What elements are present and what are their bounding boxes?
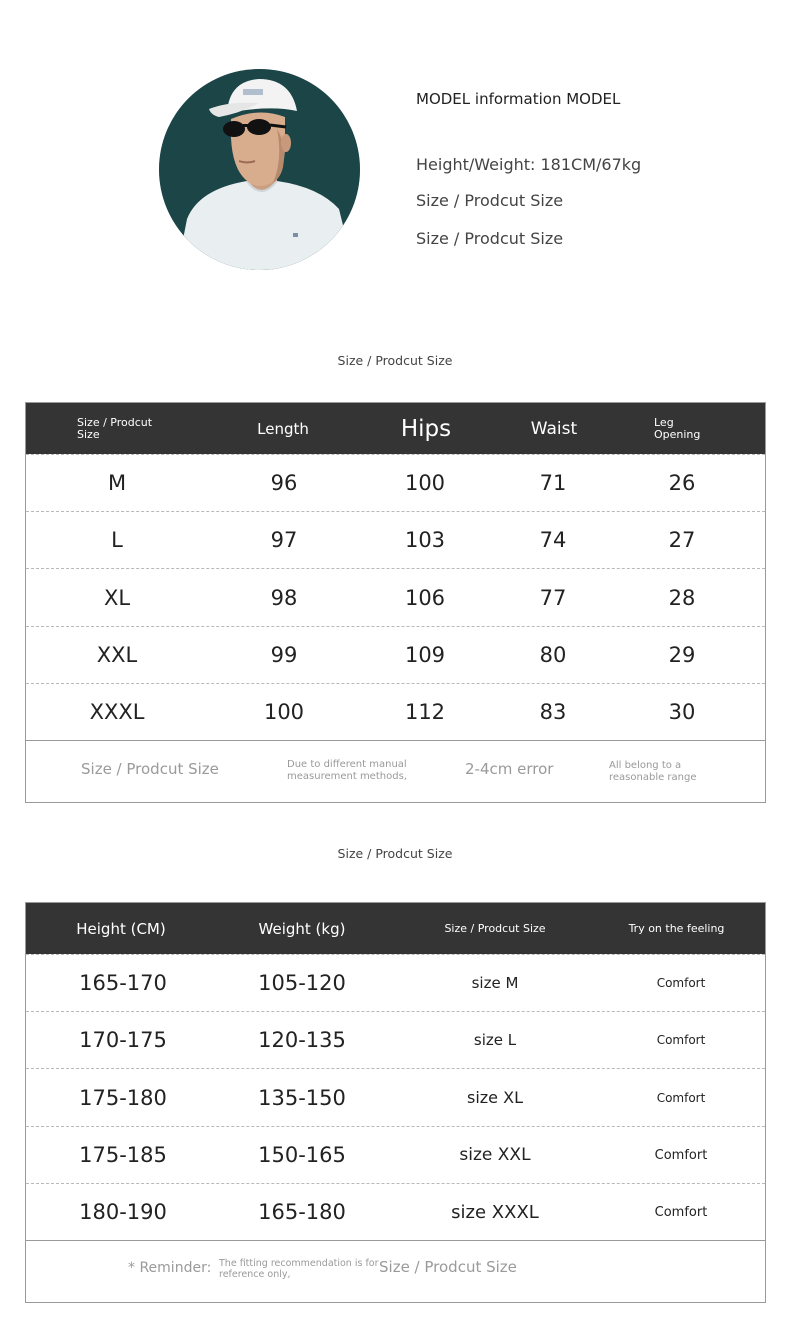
size-cell: size L: [473, 1031, 517, 1049]
height-cell: 180-190: [79, 1200, 167, 1224]
height-cell: 175-185: [79, 1143, 167, 1167]
hips-cell: 106: [404, 585, 446, 610]
fit-table-footer: [26, 1240, 765, 1302]
size-cell: size M: [471, 974, 519, 992]
size-cell: M: [107, 471, 127, 495]
header-weight: Weight (kg): [258, 919, 346, 938]
footer-measurement-note: Due to different manual measurement methods,: [287, 759, 407, 782]
leg-opening-cell: 28: [668, 585, 696, 610]
header-hips: Hips: [400, 415, 452, 442]
table-row: [26, 1126, 765, 1183]
feeling-cell: Comfort: [654, 1204, 708, 1220]
weight-cell: 150-165: [258, 1143, 346, 1167]
height-cell: 170-175: [79, 1028, 167, 1052]
table-row: [26, 454, 765, 511]
size-cell: size XXL: [459, 1145, 531, 1165]
feeling-cell: Comfort: [656, 1090, 706, 1105]
size-cell: XXL: [96, 643, 138, 667]
table-row: [26, 1068, 765, 1126]
header-leg-opening: Leg Opening: [654, 415, 701, 441]
waist-cell: 77: [539, 585, 567, 610]
table-row: [26, 954, 765, 1011]
model-photo: [159, 69, 360, 270]
model-height-weight: Height/Weight: 181CM/67kg: [416, 155, 642, 174]
fit-table-header: [26, 903, 765, 954]
size-table-caption: Size / Prodcut Size: [337, 353, 453, 368]
footer-reminder: * Reminder:: [128, 1260, 212, 1276]
table-row: [26, 1011, 765, 1068]
size-cell: XXXL: [89, 700, 145, 724]
table-row: [26, 511, 765, 568]
weight-cell: 135-150: [258, 1085, 346, 1110]
header-waist: Waist: [530, 418, 578, 439]
leg-opening-cell: 26: [668, 471, 696, 495]
model-title: MODEL information MODEL: [416, 90, 621, 108]
leg-opening-cell: 30: [668, 700, 696, 724]
model-size-line: Size / Prodcut Size: [416, 191, 564, 210]
table-row: [26, 626, 765, 683]
leg-opening-cell: 29: [668, 643, 696, 667]
leg-opening-cell: 27: [668, 528, 696, 552]
size-table-header: [26, 403, 765, 454]
feeling-cell: Comfort: [656, 1033, 706, 1047]
footer-reasonable-range: All belong to a reasonable range: [609, 760, 697, 783]
feeling-cell: Comfort: [656, 976, 706, 990]
length-cell: 96: [270, 471, 298, 495]
footer-fitting-note: The fitting recommendation is for reference only,: [219, 1258, 379, 1280]
header-length: Length: [257, 419, 309, 438]
feeling-cell: Comfort: [654, 1147, 708, 1163]
hips-cell: 112: [404, 700, 446, 724]
footer-error-range: 2-4cm error: [465, 760, 554, 778]
header-size: Size / Prodcut Size: [77, 415, 153, 441]
height-cell: 175-180: [79, 1085, 167, 1110]
table-row: [26, 683, 765, 740]
waist-cell: 74: [539, 528, 567, 552]
fit-table: [25, 902, 766, 1303]
size-cell: size XL: [467, 1088, 523, 1107]
weight-cell: 105-120: [258, 971, 346, 995]
size-cell: L: [111, 528, 123, 552]
hips-cell: 100: [404, 471, 446, 495]
length-cell: 97: [270, 528, 298, 552]
hips-cell: 103: [404, 528, 446, 552]
waist-cell: 80: [539, 643, 567, 667]
model-size-line: Size / Prodcut Size: [416, 229, 564, 248]
footer-size-label: Size / Prodcut Size: [379, 1258, 517, 1276]
length-cell: 99: [270, 643, 298, 667]
footer-size-label: Size / Prodcut Size: [81, 760, 219, 778]
size-table: [25, 402, 766, 803]
weight-cell: 120-135: [258, 1028, 346, 1052]
weight-cell: 165-180: [258, 1200, 346, 1224]
size-cell: size XXXL: [451, 1201, 539, 1223]
length-cell: 98: [270, 585, 298, 610]
size-cell: XL: [103, 585, 131, 610]
fit-table-caption: Size / Prodcut Size: [337, 846, 453, 861]
waist-cell: 83: [539, 700, 567, 724]
model-info: [416, 88, 746, 248]
size-table-footer: [26, 740, 765, 802]
header-size: Size / Prodcut Size: [444, 922, 546, 935]
table-row: [26, 1183, 765, 1240]
header-try-on-feeling: Try on the feeling: [628, 922, 725, 935]
table-row: [26, 568, 765, 626]
header-height: Height (CM): [76, 919, 166, 938]
length-cell: 100: [263, 700, 305, 724]
hips-cell: 109: [404, 643, 446, 667]
waist-cell: 71: [539, 471, 567, 495]
height-cell: 165-170: [79, 971, 167, 995]
